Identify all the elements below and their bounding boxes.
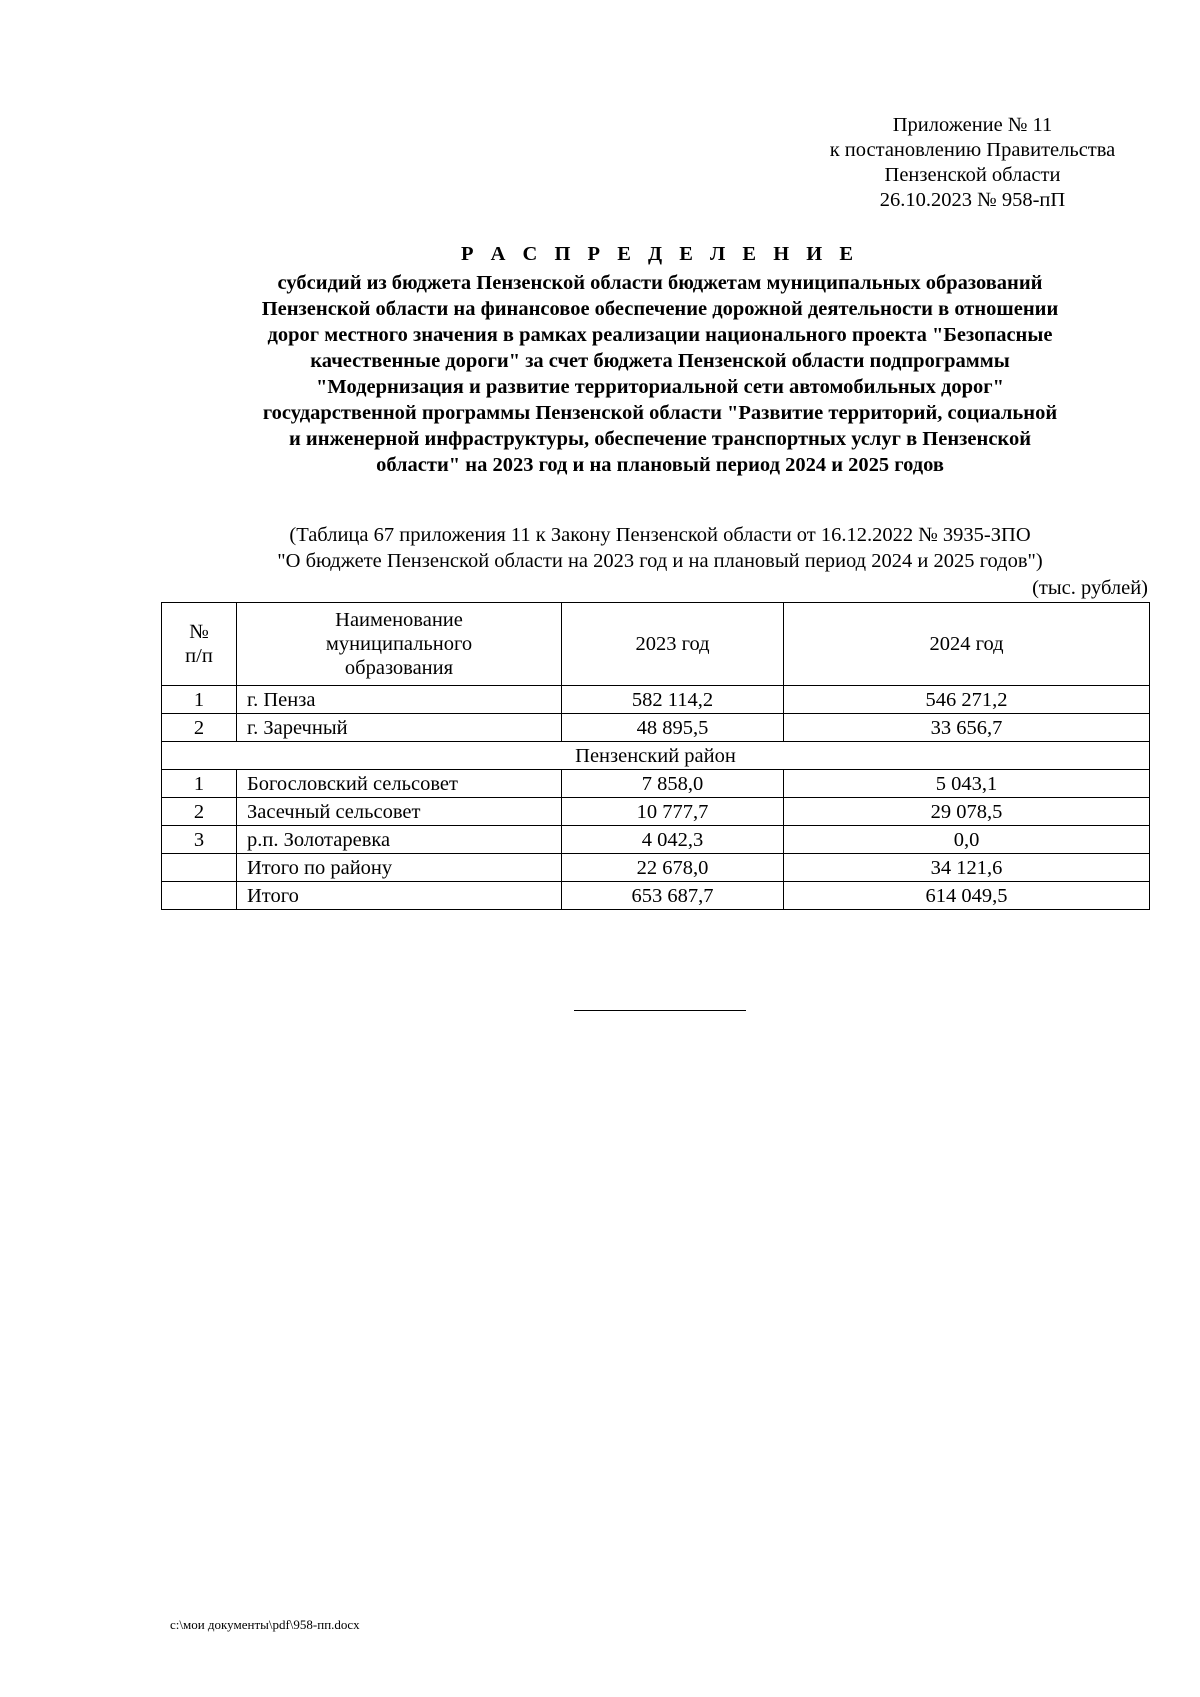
row-name: Итого по району [237, 854, 562, 882]
subtitle-line: "Модернизация и развитие территориальной сети автомобильных дорог" [316, 376, 1004, 398]
source-line: "О бюджете Пензенской области на 2023 год и на плановый период 2024 и 2025 годов") [277, 550, 1043, 572]
row-2023: 4 042,3 [562, 826, 784, 854]
table-row [162, 798, 1150, 826]
header-name-line: образования [344, 657, 454, 679]
header-number [162, 603, 237, 686]
row-name: г. Пенза [237, 686, 562, 714]
header-number-line: п/п [185, 645, 213, 667]
table-row [162, 770, 1150, 798]
row-number: 2 [162, 714, 237, 742]
table-header-row [162, 603, 1150, 686]
table-row [162, 714, 1150, 742]
end-divider [574, 1010, 746, 1011]
header-2023: 2023 год [562, 603, 784, 686]
table-row [162, 826, 1150, 854]
row-name: Богословский сельсовет [237, 770, 562, 798]
document-subtitle [160, 270, 1160, 478]
row-2024: 0,0 [784, 826, 1150, 854]
header-number-line: № [189, 621, 209, 643]
table-row [162, 686, 1150, 714]
row-2024: 34 121,6 [784, 854, 1150, 882]
row-2024: 29 078,5 [784, 798, 1150, 826]
row-2023: 7 858,0 [562, 770, 784, 798]
subtitle-line: качественные дороги" за счет бюджета Пензенской области подпрограммы [310, 350, 1010, 372]
row-2024: 33 656,7 [784, 714, 1150, 742]
row-2024: 614 049,5 [784, 882, 1150, 910]
row-2023: 582 114,2 [562, 686, 784, 714]
subtitle-line: Пензенской области на финансовое обеспечение дорожной деятельности в отношении [261, 298, 1059, 320]
distribution-table [161, 602, 1150, 910]
footer-file-path: c:\мои документы\pdf\958-пп.docx [170, 1617, 360, 1632]
subtitle-line: дорог местного значения в рамках реализации национального проекта "Безопасные [267, 324, 1053, 346]
grand-total-row [162, 882, 1150, 910]
appendix-date-number: 26.10.2023 № 958-пП [879, 189, 1066, 211]
source-line: (Таблица 67 приложения 11 к Закону Пензенской области от 16.12.2022 № 3935-ЗПО [289, 524, 1031, 546]
header-name [237, 603, 562, 686]
row-name: Итого [237, 882, 562, 910]
district-title: Пензенский район [162, 742, 1150, 770]
row-name: г. Заречный [237, 714, 562, 742]
row-name: р.п. Золотаревка [237, 826, 562, 854]
subtitle-line: и инженерной инфраструктуры, обеспечение транспортных услуг в Пензенской [288, 428, 1032, 450]
header-name-line: Наименование [335, 609, 463, 631]
row-number: 1 [162, 770, 237, 798]
appendix-number: Приложение № 11 [892, 114, 1053, 136]
row-2024: 5 043,1 [784, 770, 1150, 798]
row-name: Засечный сельсовет [237, 798, 562, 826]
appendix-resolution: к постановлению Правительства [829, 139, 1116, 161]
subtitle-line: государственной программы Пензенской области "Развитие территорий, социальной [262, 402, 1058, 424]
subtitle-line: субсидий из бюджета Пензенской области бюджетам муниципальных образований [277, 272, 1043, 294]
header-name-line: муниципального [325, 633, 473, 655]
district-header-row [162, 742, 1150, 770]
document-title: Р А С П Р Е Д Е Л Е Н И Е [460, 243, 860, 265]
appendix-region: Пензенской области [884, 164, 1061, 186]
header-2024: 2024 год [784, 603, 1150, 686]
row-number: 2 [162, 798, 237, 826]
units-label: (тыс. рублей) [1032, 577, 1148, 599]
row-number [162, 854, 237, 882]
row-2023: 48 895,5 [562, 714, 784, 742]
source-reference [160, 522, 1160, 574]
row-number [162, 882, 237, 910]
row-2024: 546 271,2 [784, 686, 1150, 714]
row-2023: 653 687,7 [562, 882, 784, 910]
row-number: 3 [162, 826, 237, 854]
row-2023: 22 678,0 [562, 854, 784, 882]
subtitle-line: области" на 2023 год и на плановый период 2024 и 2025 годов [376, 454, 944, 476]
appendix-header [800, 113, 1145, 213]
row-2023: 10 777,7 [562, 798, 784, 826]
district-total-row [162, 854, 1150, 882]
row-number: 1 [162, 686, 237, 714]
